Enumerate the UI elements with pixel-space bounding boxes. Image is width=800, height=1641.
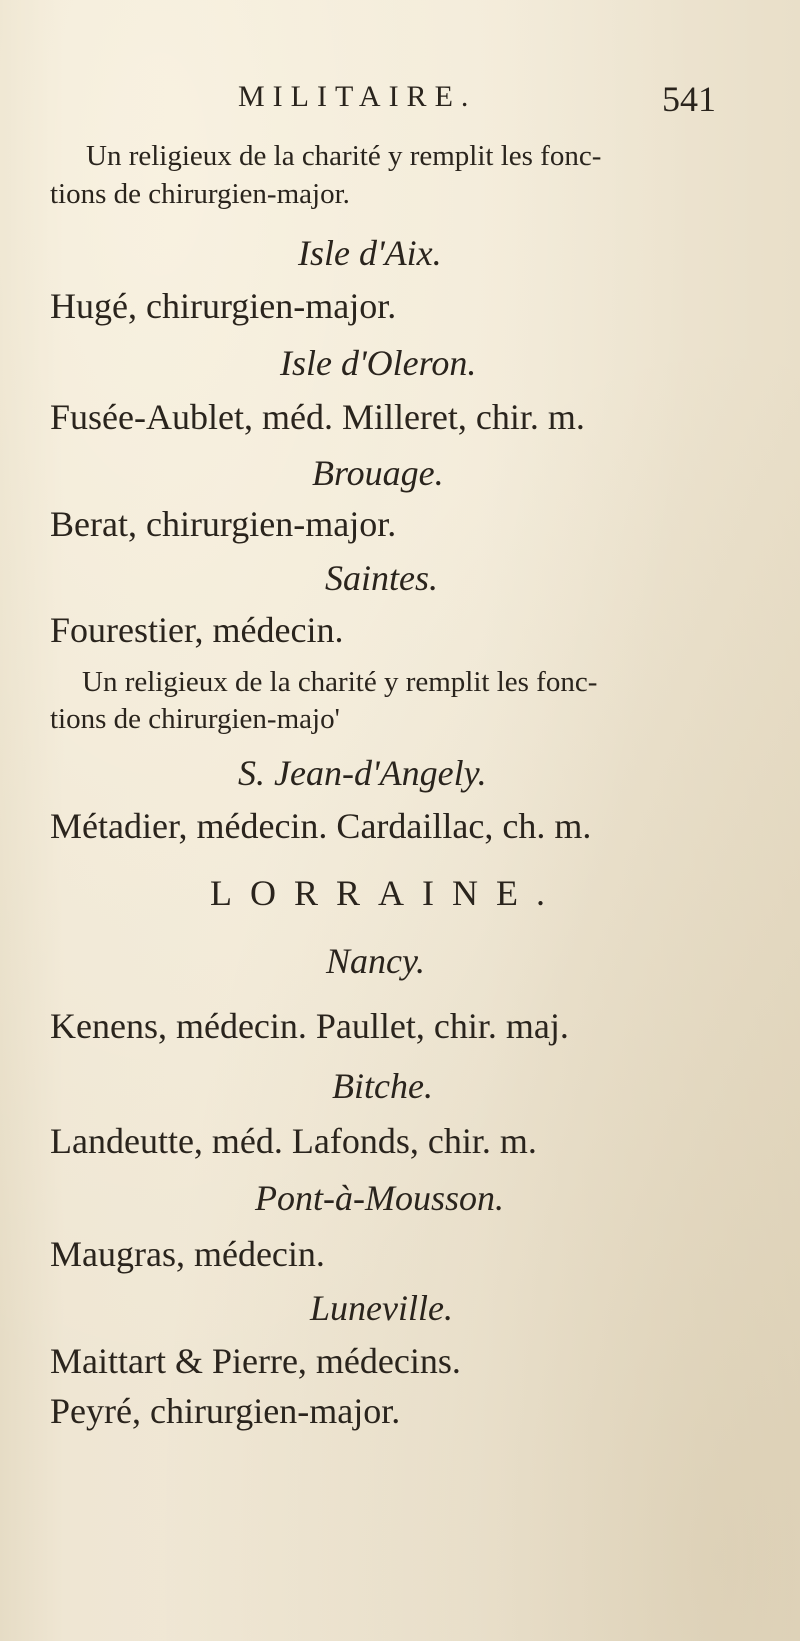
text-line: Un religieux de la charité y remplit les fonc- [82, 666, 598, 698]
place-heading: Brouage. [312, 453, 444, 493]
section-heading: LORRAINE. [210, 873, 563, 913]
entry-line: Landeutte, méd. Lafonds, chir. m. [50, 1121, 537, 1161]
place-heading: Bitche. [332, 1066, 433, 1106]
entry-line: Fusée-Aublet, méd. Milleret, chir. m. [50, 397, 585, 437]
text-line: tions de chirurgien-major. [50, 178, 350, 210]
text-line: tions de chirurgien-majo' [50, 703, 340, 735]
text-line: Un religieux de la charité y remplit les fonc- [86, 140, 602, 172]
running-title: MILITAIRE. [238, 80, 477, 113]
page-number: 541 [662, 79, 716, 119]
place-heading: Nancy. [326, 941, 425, 981]
entry-line: Fourestier, médecin. [50, 610, 344, 650]
entry-line: Peyré, chirurgien-major. [50, 1391, 401, 1431]
place-heading: S. Jean-d'Angely. [238, 753, 487, 793]
place-heading: Pont-à-Mousson. [255, 1178, 504, 1218]
place-heading: Luneville. [310, 1288, 453, 1328]
place-heading: Saintes. [325, 558, 438, 598]
place-heading: Isle d'Oleron. [280, 343, 477, 383]
entry-line: Maittart & Pierre, médecins. [50, 1341, 461, 1381]
entry-line: Maugras, médecin. [50, 1234, 325, 1274]
entry-line: Hugé, chirurgien-major. [50, 286, 397, 326]
entry-line: Métadier, médecin. Cardaillac, ch. m. [50, 806, 592, 846]
entry-line: Kenens, médecin. Paullet, chir. maj. [50, 1006, 569, 1046]
place-heading: Isle d'Aix. [298, 233, 442, 273]
entry-line: Berat, chirurgien-major. [50, 504, 397, 544]
